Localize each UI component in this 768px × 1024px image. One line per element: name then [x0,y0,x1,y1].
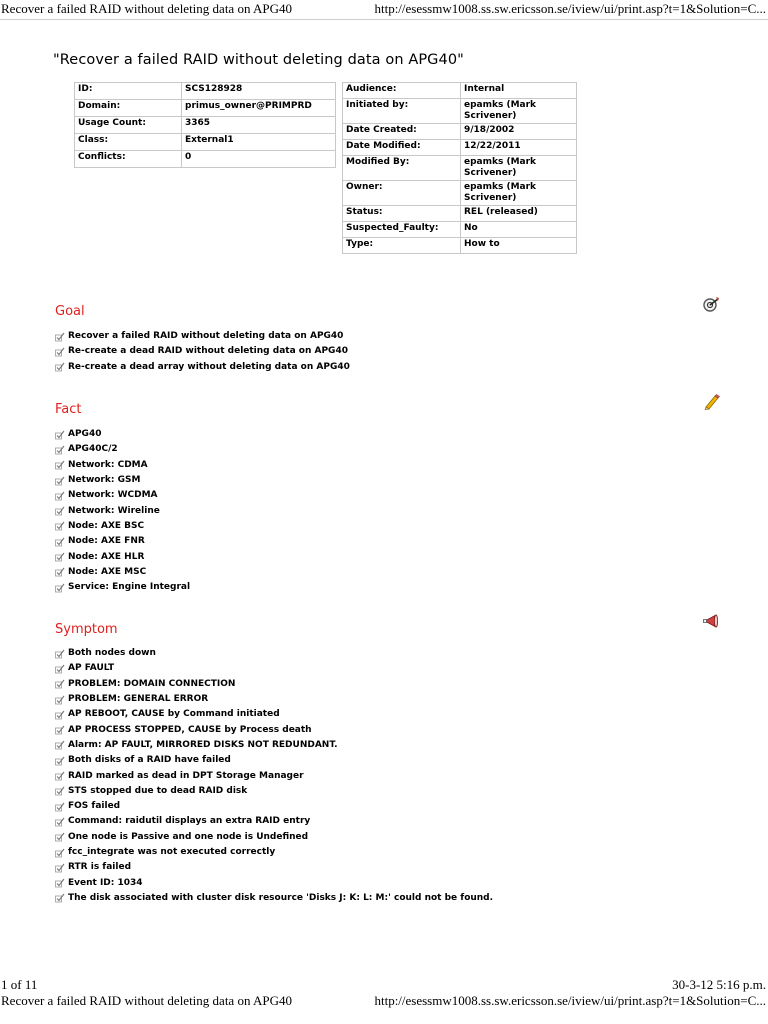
meta-value: epamks (Mark Scrivener) [461,181,577,206]
list-item-text: FOS failed [68,801,121,812]
list-item-text: AP REBOOT, CAUSE by Command initiated [68,709,280,720]
list-item [55,473,190,488]
goal-section-title: Goal [55,304,85,319]
meta-value: External1 [182,134,336,151]
print-footer-url: http://esessmw1008.ss.sw.ericsson.se/iview/ui/print.asp?t=1&Solution=C... [374,993,766,1008]
meta-value: How to [461,238,577,254]
list-item-text: APG40C/2 [68,444,118,455]
meta-key: Status: [343,206,461,222]
list-item [55,344,350,359]
checkbox-icon [55,756,65,766]
list-item [55,692,493,707]
meta-key: Owner: [343,181,461,206]
meta-key: Type: [343,238,461,254]
checkbox-icon [55,460,65,470]
meta-row [75,100,336,117]
meta-row [75,134,336,151]
meta-value: 12/22/2011 [461,140,577,156]
checkbox-icon [55,786,65,796]
checkbox-icon [55,771,65,781]
list-item-text: Network: CDMA [68,459,148,470]
print-header-url: http://esessmw1008.ss.sw.ericsson.se/iview/ui/print.asp?t=1&Solution=C... [374,1,766,16]
list-item-text: Service: Engine Integral [68,582,191,593]
header-divider [0,19,768,20]
list-item-text: AP PROCESS STOPPED, CAUSE by Process death [68,724,312,735]
list-item [55,565,190,580]
meta-row [343,206,577,222]
list-item-text: Network: WCDMA [68,490,158,501]
list-item-text: Node: AXE MSC [68,566,147,577]
list-item [55,534,190,549]
meta-value: epamks (Mark Scrivener) [461,156,577,181]
fact-list [55,427,190,595]
list-item-text: Node: AXE HLR [68,551,145,562]
meta-row [75,151,336,168]
page-number: 1 of 11 [1,977,38,992]
checkbox-icon [55,362,65,372]
list-item-text: Network: Wireline [68,505,160,516]
list-item [55,488,190,503]
meta-value: 3365 [182,117,336,134]
meta-table-left [74,82,336,168]
meta-row [343,181,577,206]
meta-row [343,124,577,140]
checkbox-icon [55,848,65,858]
list-item-text: Re-create a dead array without deleting data on APG40 [68,361,350,372]
meta-row [75,83,336,100]
checkbox-icon [55,817,65,827]
list-item [55,677,493,692]
meta-key: Suspected_Faulty: [343,222,461,238]
list-item [55,519,190,534]
checkbox-icon [55,583,65,593]
pencil-icon [702,392,720,410]
list-item-text: Re-create a dead RAID without deleting data on APG40 [68,346,348,357]
meta-row [343,99,577,124]
checkbox-icon [55,347,65,357]
meta-key: Modified By: [343,156,461,181]
checkbox-icon [55,491,65,501]
checkbox-icon [55,832,65,842]
list-item [55,580,190,595]
list-item [55,830,493,845]
list-item-text: The disk associated with cluster disk resource 'Disks J: K: L: M:' could not be found. [68,892,494,903]
list-item [55,814,493,829]
symptom-list [55,646,493,906]
list-item-text: STS stopped due to dead RAID disk [68,785,248,796]
list-item [55,646,493,661]
list-item [55,784,493,799]
meta-key: Conflicts: [75,151,182,168]
checkbox-icon [55,552,65,562]
meta-key: Usage Count: [75,117,182,134]
checkbox-icon [55,695,65,705]
meta-value: 9/18/2002 [461,124,577,140]
meta-row [343,156,577,181]
meta-key: Audience: [343,83,461,99]
list-item [55,661,493,676]
list-item-text: AP FAULT [68,663,115,674]
list-item [55,860,493,875]
list-item [55,329,350,344]
list-item-text: Network: GSM [68,475,141,486]
meta-value: No [461,222,577,238]
checkbox-icon [55,664,65,674]
print-footer-title: Recover a failed RAID without deleting data on APG40 [1,993,292,1008]
list-item-text: Node: AXE BSC [68,520,145,531]
list-item-text: Both disks of a RAID have failed [68,755,231,766]
checkbox-icon [55,893,65,903]
checkbox-icon [55,476,65,486]
checkbox-icon [55,332,65,342]
checkbox-icon [55,740,65,750]
checkbox-icon [55,878,65,888]
goal-list [55,329,350,375]
checkbox-icon [55,445,65,455]
fact-section-title: Fact [55,402,82,417]
list-item-text: Node: AXE FNR [68,536,145,547]
list-item [55,722,493,737]
list-item-text: Command: raidutil displays an extra RAID entry [68,816,311,827]
list-item [55,427,190,442]
meta-row [343,238,577,254]
print-header [0,1,768,17]
meta-table-right [342,82,577,254]
checkbox-icon [55,430,65,440]
list-item [55,503,190,518]
list-item-text: RTR is failed [68,862,132,873]
meta-value: Internal [461,83,577,99]
meta-value: epamks (Mark Scrivener) [461,99,577,124]
list-item [55,738,493,753]
meta-row [343,140,577,156]
list-item-text: Both nodes down [68,648,156,659]
meta-key: Date Modified: [343,140,461,156]
meta-key: ID: [75,83,182,100]
list-item-text: fcc_integrate was not executed correctly [68,847,276,857]
list-item [55,360,350,375]
checkbox-icon [55,649,65,659]
list-item-text: RAID marked as dead in DPT Storage Manager [68,770,304,781]
checkbox-icon [55,863,65,873]
checkbox-icon [55,521,65,531]
symptom-section-title: Symptom [55,622,118,637]
list-item-text: Alarm: AP FAULT, MIRRORED DISKS NOT REDUNDANT. [68,739,338,750]
print-header-title: Recover a failed RAID without deleting data on APG40 [1,1,292,16]
page-title: "Recover a failed RAID without deleting data on APG40" [53,52,464,68]
target-icon [702,295,720,313]
meta-value: 0 [182,151,336,168]
checkbox-icon [55,506,65,516]
checkbox-icon [55,710,65,720]
list-item-text: APG40 [68,429,102,440]
checkbox-icon [55,802,65,812]
meta-key: Domain: [75,100,182,117]
list-item-text: PROBLEM: GENERAL ERROR [68,694,209,705]
list-item [55,845,493,860]
list-item [55,875,493,890]
print-datetime: 30-3-12 5:16 p.m. [672,977,766,992]
list-item [55,799,493,814]
list-item [55,707,493,722]
meta-row [343,222,577,238]
meta-value: primus_owner@PRIMPRD [182,100,336,117]
list-item [55,753,493,768]
meta-value: SCS128928 [182,83,336,100]
list-item [55,442,190,457]
list-item [55,549,190,564]
meta-value: REL (released) [461,206,577,222]
list-item-text: One node is Passive and one node is Undefined [68,831,309,842]
meta-key: Date Created: [343,124,461,140]
list-item-text: Recover a failed RAID without deleting data on APG40 [68,331,344,342]
checkbox-icon [55,679,65,689]
list-item-text: PROBLEM: DOMAIN CONNECTION [68,678,236,689]
meta-row [75,117,336,134]
checkbox-icon [55,725,65,735]
checkbox-icon [55,537,65,547]
list-item [55,891,493,906]
meta-key: Initiated by: [343,99,461,124]
list-item-text: Event ID: 1034 [68,877,143,888]
megaphone-icon [702,612,720,630]
meta-key: Class: [75,134,182,151]
list-item [55,458,190,473]
list-item [55,768,493,783]
checkbox-icon [55,567,65,577]
meta-row [343,83,577,99]
